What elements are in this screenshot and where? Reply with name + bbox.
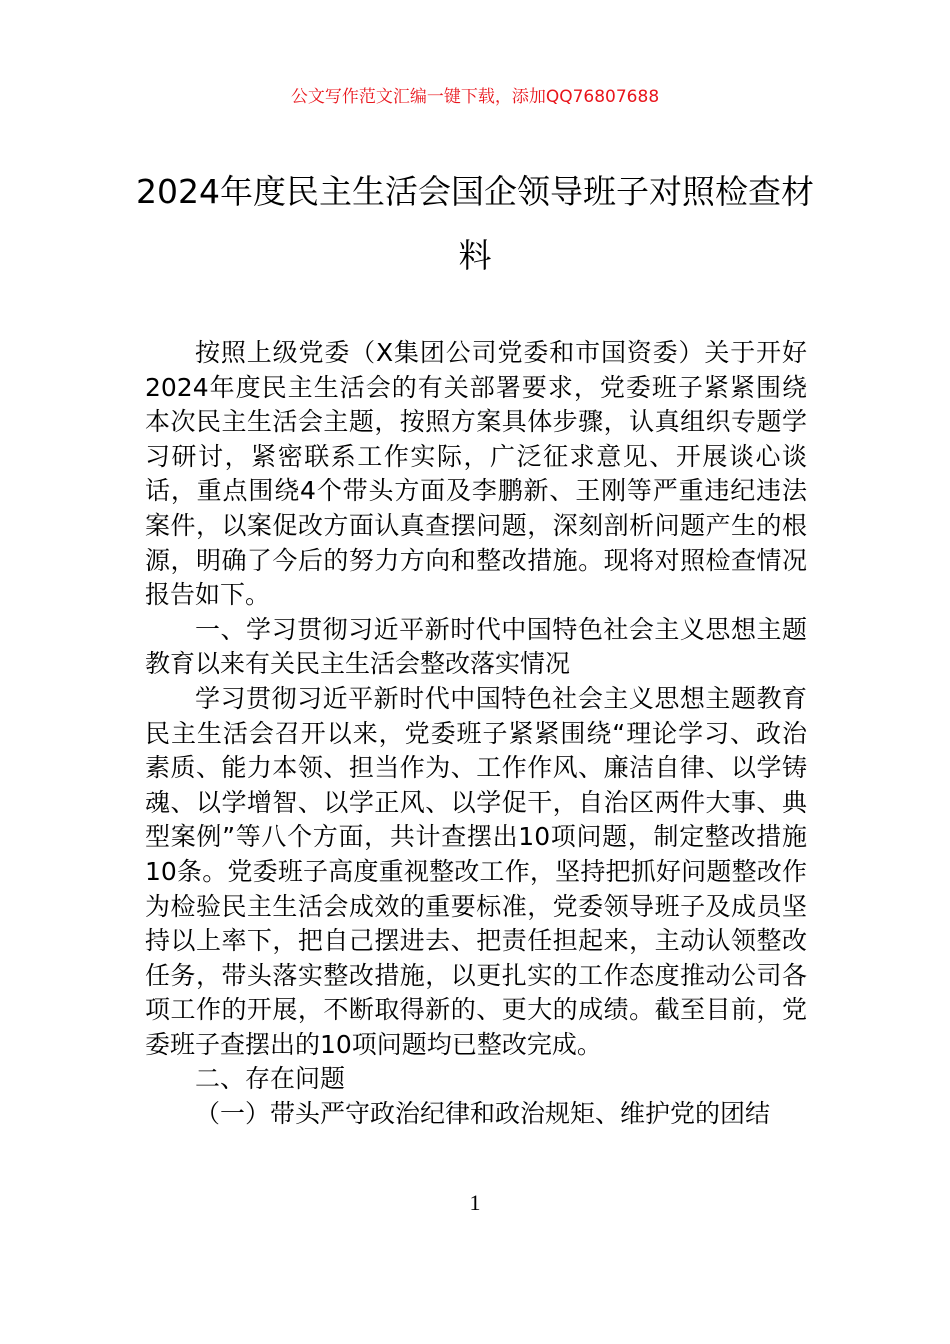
subsection-heading-1: （一）带头严守政治纪律和政治规矩、维护党的团结: [195, 1099, 771, 1129]
section-heading-1: 一、学习贯彻习近平新时代中国特色社会主义思想主题教育以来有关民主生活会整改落实情况: [145, 614, 807, 679]
section-heading-2: 二、存在问题: [195, 1064, 346, 1094]
document-body: [145, 336, 807, 1132]
rectification-paragraph: 学习贯彻习近平新时代中国特色社会主义思想主题教育民主生活会召开以来，党委班子紧紧围绕“理论学习、政治素质、能力本领、担当作为、工作作风、廉洁自律、以学铸魂、以学增智、以学正风、以学促干，自治区两件大事、典型案例”等八个方面，共计查摆出10项问题，制定整改措施10条。党委班子高度重视整改工作，坚持把抓好问题整改作为检验民主生活会成效的重要标准，党委领导班子及成员坚持以上率下，把自己摆进去、把责任担起来，主动认领整改任务，带头落实整改措施，以更扎实的工作态度推动公司各项工作的开展，不断取得新的、更大的成绩。截至目前，党委班子查摆出的10项问题均已整改完成。: [145, 683, 807, 1059]
download-promo-note: 公文写作范文汇编一键下载，添加QQ76807688: [290, 87, 660, 107]
document-title: 2024年度民主生活会国企领导班子对照检查材料: [136, 172, 814, 275]
intro-paragraph: 按照上级党委（X集团公司党委和市国资委）关于开好2024年度民主生活会的有关部署要求，党委班子紧紧围绕本次民主生活会主题，按照方案具体步骤，认真组织专题学习研讨，紧密联系工作实际，广泛征求意见、开展谈心谈话，重点围绕4个带头方面及李鹏新、王刚等严重违纪违法案件，以案促改方面认真查摆问题，深刻剖析问题产生的根源，明确了今后的努力方向和整改措施。现将对照检查情况报告如下。: [145, 338, 807, 610]
page-number: 1: [469, 1190, 481, 1215]
